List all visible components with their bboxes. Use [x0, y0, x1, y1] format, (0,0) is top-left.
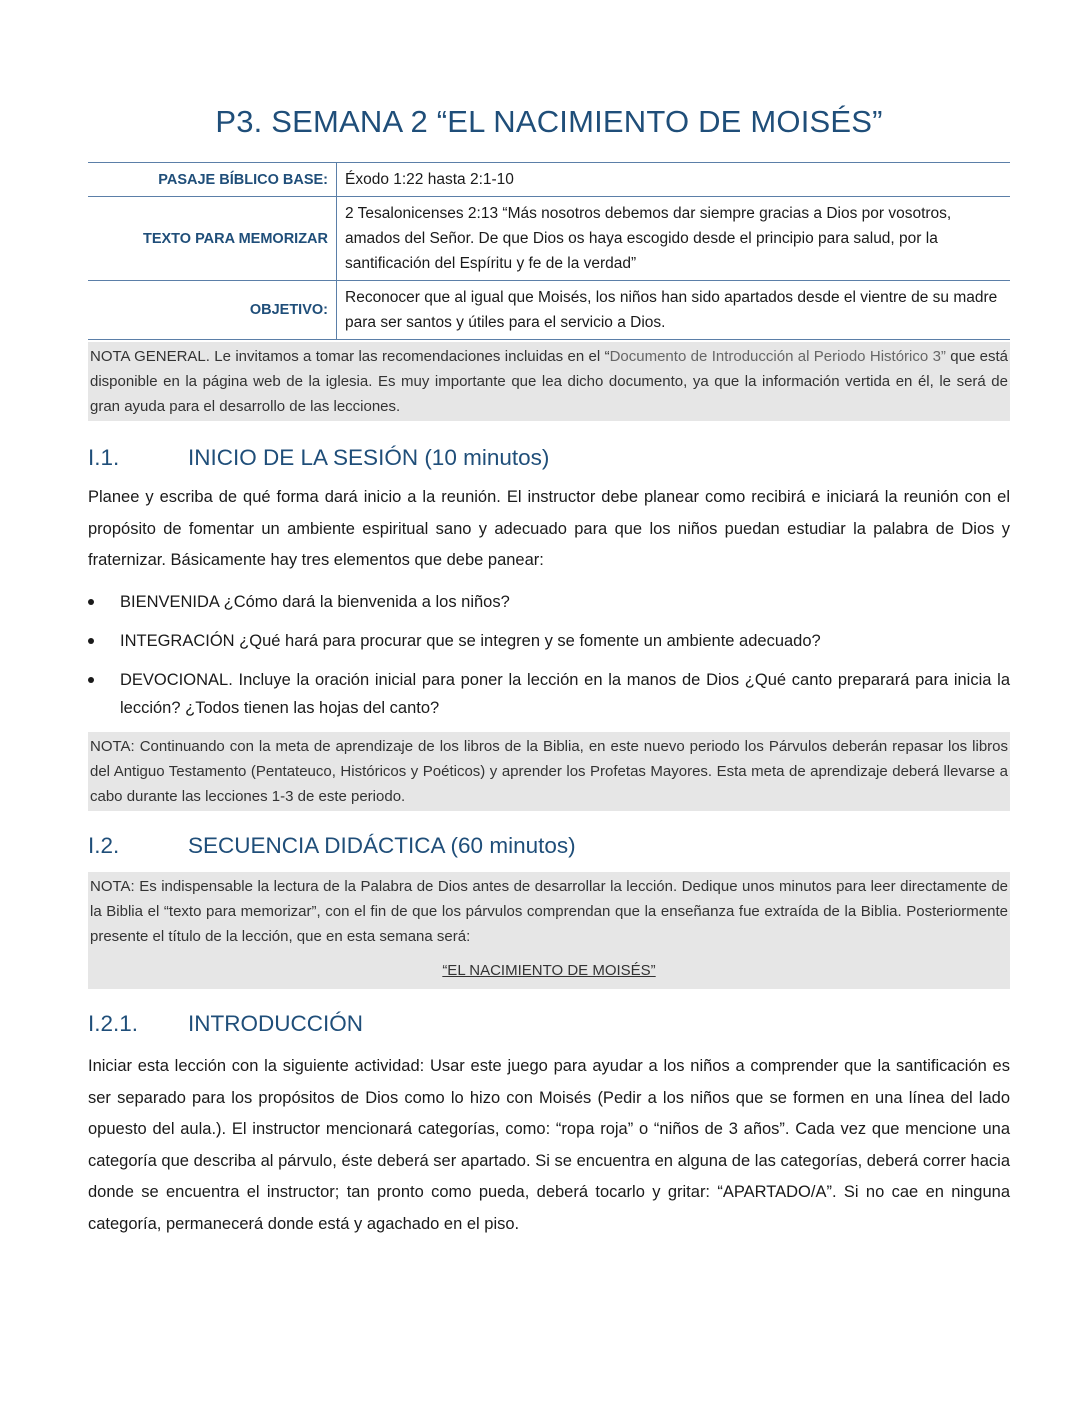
- bullet-icon: [88, 677, 94, 683]
- books-note: NOTA: Continuando con la meta de aprendizaje de los libros de la Biblia, en este nuevo periodo los Párvulos deberán repasar los libros del Antiguo Testamento (Pentateuco, Históricos y Poéticos) y aprender los Profetas Mayores. Esta meta de aprendizaje deberá llevarse a cabo durante las lecciones 1-3 de este periodo.: [88, 732, 1010, 811]
- inicio-paragraph: Planee y escriba de qué forma dará inicio a la reunión. El instructor debe planear como recibirá e iniciará la reunión con el propósito de fomentar un ambiente espiritual sano y adecuado para que los niños puedan estudiar la palabra de Dios y fraternizar. Básicamente hay tres elementos que debe panear:: [88, 488, 1010, 569]
- introduccion-paragraph: Iniciar esta lección con la siguiente actividad: Usar este juego para ayudar a los niños a comprender que la santificación es ser separado para los propósitos de Dios como lo hizo con Moisés (Pedir a los niños que se formen en una línea del lado opuesto del aula.). El instructor mencionará categorías, como: “ropa roja” o “niños de 3 años”. Cada vez que mencione una categoría que describa al párvulo, éste deberá ser apartado. Si se encuentra en alguna de las categorías, deberá correr hacia donde se encuentra el instructor; tan pronto como pueda, deberá tocarlo y gritar: “APARTADO/A”. Si no cae en ninguna categoría, permanecerá donde está y agachado en el piso.: [88, 1057, 1010, 1233]
- bullet-icon: [88, 638, 94, 644]
- texto-row: [88, 197, 1010, 281]
- section-title: INICIO DE LA SESIÓN (10 minutos): [188, 445, 550, 470]
- pasaje-row: [88, 163, 1010, 197]
- list-item: INTEGRACIÓN ¿Qué hará para procurar que se integren y se fomente un ambiente adecuado?: [88, 627, 1010, 655]
- general-note-reference: Documento de Introducción al Periodo Histórico 3”: [609, 348, 946, 365]
- section-number: I.2.1.: [88, 1011, 139, 1036]
- list-item: DEVOCIONAL. Incluye la oración inicial para poner la lección en la manos de Dios ¿Qué canto preparará para inicia la lección? ¿Todos tienen las hojas del canto?: [88, 666, 1010, 722]
- general-note-text-2: que está disponible en la página web de la iglesia. Es muy importante que lea dicho documento, ya que la información vertida en él, le será de gran ayuda para el desarrollo de las lecciones.: [90, 348, 1009, 415]
- objetivo-row: [88, 281, 1010, 340]
- section-title: SECUENCIA DIDÁCTICA (60 minutos): [188, 833, 576, 858]
- reading-note: [88, 872, 1010, 989]
- section-title: INTRODUCCIÓN: [188, 1011, 363, 1036]
- section-heading-secuencia: [88, 833, 1010, 859]
- section-heading-introduccion: [88, 1011, 1010, 1037]
- objetivo-label: OBJETIVO:: [88, 281, 337, 340]
- lesson-info-table: [88, 162, 1010, 340]
- pasaje-label: PASAJE BÍBLICO BASE:: [88, 163, 337, 197]
- section-number: I.2.: [88, 833, 120, 858]
- objetivo-value: Reconocer que al igual que Moisés, los niños han sido apartados desde el vientre de su madre para ser santos y útiles para el servicio a Dios.: [337, 281, 1011, 340]
- page-title: P3. SEMANA 2 “EL NACIMIENTO DE MOISÉS”: [215, 104, 883, 139]
- texto-value: 2 Tesalonicenses 2:13 “Más nosotros debemos dar siempre gracias a Dios por vosotros, amados del Señor. De que Dios os haya escogido desde el principio para salud, por la santificación del Espíritu y fe de la verdad”: [337, 197, 1011, 281]
- general-note-text-1: NOTA GENERAL. Le invitamos a tomar las recomendaciones incluidas en el “: [90, 348, 610, 365]
- section-number: I.1.: [88, 445, 120, 470]
- bullet-icon: [88, 599, 94, 605]
- texto-label: TEXTO PARA MEMORIZAR: [88, 197, 337, 281]
- inicio-bullet-list: [88, 588, 1010, 733]
- pasaje-value: Éxodo 1:22 hasta 2:1-10: [337, 163, 1011, 197]
- general-note: [88, 342, 1010, 421]
- reading-note-text: NOTA: Es indispensable la lectura de la Palabra de Dios antes de desarrollar la lección. Dedique unos minutos para leer directamente de la Biblia el “texto para memorizar”, con el fin de que los párvulos comprendan que la enseñanza fue extraída de la Biblia. Posteriormente presente el título de la lección, que en esta semana será:: [90, 878, 1008, 945]
- lesson-title-link: “EL NACIMIENTO DE MOISÉS”: [442, 962, 656, 979]
- list-item: BIENVENIDA ¿Cómo dará la bienvenida a los niños?: [88, 588, 1010, 616]
- section-heading-inicio: [88, 445, 1010, 471]
